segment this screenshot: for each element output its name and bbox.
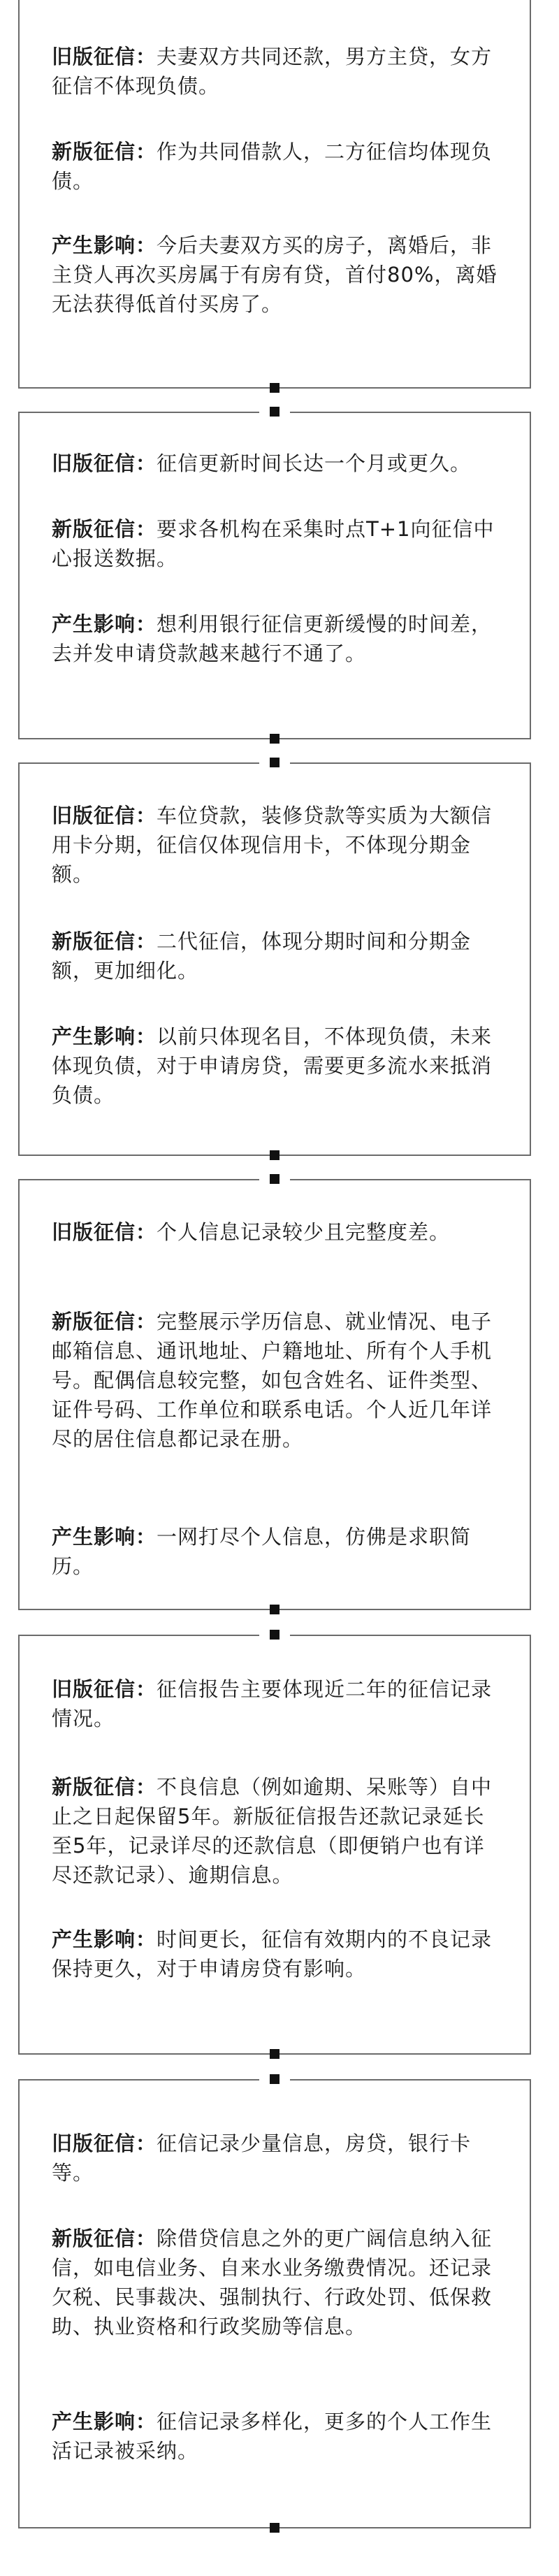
new-credit-label: 新版征信： [52, 517, 157, 541]
impact-item [52, 1522, 499, 1581]
impact-text: 一网打尽个人信息，仿佛是求职简历。 [52, 1525, 472, 1578]
impact-item [52, 609, 499, 668]
old-credit-label: 旧版征信： [52, 45, 157, 68]
impact-text: 征信记录多样化，更多的个人工作生活记录被采纳。 [52, 2410, 493, 2463]
square-marker-icon [270, 2049, 280, 2059]
new-credit-text: 作为共同借款人，二方征信均体现负债。 [52, 140, 493, 193]
old-credit-item [52, 449, 499, 478]
impact-label: 产生影响： [52, 233, 157, 257]
old-credit-item [52, 1674, 499, 1733]
new-credit-text: 不良信息（例如逾期、呆账等）自中止之日起保留5年。新版征信报告还款记录延长至5年，记录详尽的还款信息（即便销户也有详尽还款记录）、逾期信息。 [52, 1775, 493, 1887]
impact-item [52, 2407, 499, 2466]
new-credit-item [52, 2224, 499, 2341]
old-credit-label: 旧版征信： [52, 804, 157, 827]
impact-label: 产生影响： [52, 1927, 157, 1951]
new-credit-label: 新版征信： [52, 929, 157, 953]
square-marker-icon [270, 1605, 280, 1614]
new-credit-label: 新版征信： [52, 1775, 157, 1799]
new-credit-text: 要求各机构在采集时点T+1向征信中心报送数据。 [52, 517, 495, 570]
new-credit-text: 完整展示学历信息、就业情况、电子邮箱信息、通讯地址、户籍地址、所有个人手机号。配偶信息较完整，如包含姓名、证件类型、证件号码、工作单位和联系电话。个人近几年详尽的居住信息都记录在册。 [52, 1310, 493, 1451]
old-credit-item [52, 2129, 499, 2187]
section-card-5 [18, 1635, 531, 2055]
old-credit-text: 征信记录少量信息，房贷，银行卡等。 [52, 2132, 472, 2185]
old-credit-text: 个人信息记录较少且完整度差。 [157, 1220, 451, 1244]
new-credit-item [52, 137, 499, 196]
impact-text: 想利用银行征信更新缓慢的时间差，去并发申请贷款越来越行不通了。 [52, 612, 493, 665]
new-credit-item [52, 927, 499, 985]
impact-label: 产生影响： [52, 2410, 157, 2433]
impact-label: 产生影响： [52, 1025, 157, 1048]
old-credit-text: 车位贷款，装修贷款等实质为大额信用卡分期，征信仅体现信用卡，不体现分期金额。 [52, 804, 493, 886]
old-credit-item [52, 801, 499, 889]
square-marker-icon [270, 383, 280, 393]
section-card-2 [18, 412, 531, 739]
impact-label: 产生影响： [52, 1525, 157, 1549]
section-card-3 [18, 763, 531, 1156]
square-marker-icon [270, 2523, 280, 2533]
old-credit-label: 旧版征信： [52, 451, 157, 475]
impact-item [52, 1925, 499, 1983]
new-credit-label: 新版征信： [52, 1310, 157, 1333]
old-credit-label: 旧版征信： [52, 1677, 157, 1701]
old-credit-item [52, 42, 499, 101]
old-credit-item [52, 1217, 499, 1247]
square-marker-icon [270, 407, 280, 417]
impact-text: 时间更长，征信有效期内的不良记录保持更久，对于申请房贷有影响。 [52, 1927, 493, 1981]
old-credit-text: 征信更新时间长达一个月或更久。 [157, 451, 472, 475]
new-credit-label: 新版征信： [52, 2227, 157, 2250]
section-card-6 [18, 2080, 531, 2528]
square-marker-icon [270, 758, 280, 767]
new-credit-item [52, 1772, 499, 1890]
new-credit-label: 新版征信： [52, 140, 157, 164]
new-credit-text: 二代征信，体现分期时间和分期金额，更加细化。 [52, 929, 472, 983]
old-credit-text: 夫妻双方共同还款，男方主贷，女方征信不体现负债。 [52, 45, 493, 98]
section-card-1 [18, 0, 531, 389]
square-marker-icon [270, 1150, 280, 1160]
square-marker-icon [270, 734, 280, 744]
impact-item [52, 231, 499, 319]
old-credit-label: 旧版征信： [52, 2132, 157, 2155]
new-credit-text: 除借贷信息之外的更广阔信息纳入征信，如电信业务、自来水业务缴费情况。还记录欠税、民事裁决、强制执行、行政处罚、低保救助、执业资格和行政奖励等信息。 [52, 2227, 493, 2338]
impact-item [52, 1022, 499, 1110]
square-marker-icon [270, 1174, 280, 1184]
impact-text: 以前只体现名目，不体现负债，未来体现负债，对于申请房贷，需要更多流水来抵消负债。 [52, 1025, 493, 1107]
impact-label: 产生影响： [52, 612, 157, 636]
impact-text: 今后夫妻双方买的房子，离婚后，非主贷人再次买房属于有房有贷，首付80%，离婚无法获得低首付买房了。 [52, 233, 498, 316]
old-credit-text: 征信报告主要体现近二年的征信记录情况。 [52, 1677, 493, 1730]
new-credit-item [52, 514, 499, 573]
square-marker-icon [270, 2074, 280, 2084]
new-credit-item [52, 1307, 499, 1454]
section-card-4 [18, 1180, 531, 1610]
old-credit-label: 旧版征信： [52, 1220, 157, 1244]
square-marker-icon [270, 1630, 280, 1640]
